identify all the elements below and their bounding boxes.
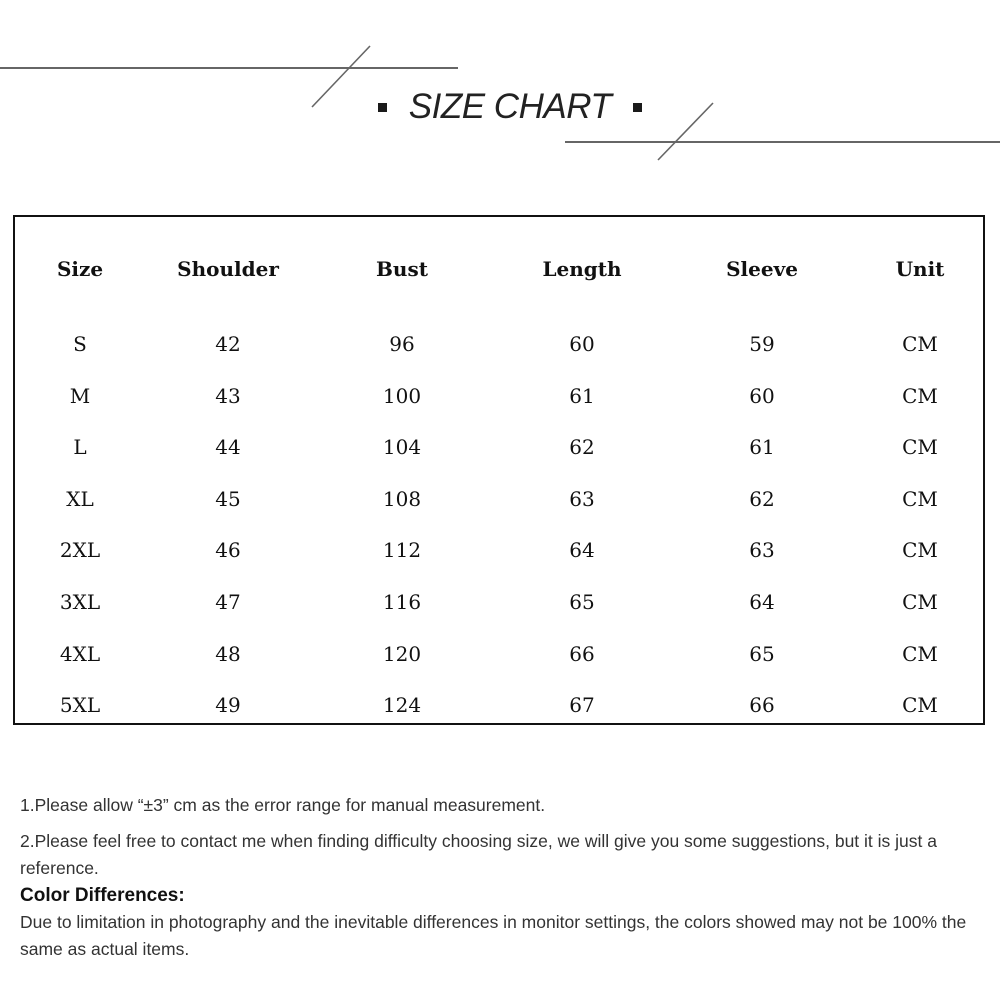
table-cell: CM [902, 486, 938, 511]
table-cell: CM [902, 641, 938, 666]
title-bullet-right [633, 103, 642, 112]
header-unit: Unit [895, 257, 945, 281]
notes-section [20, 792, 985, 963]
table-cell: CM [902, 383, 938, 408]
color-differences-text: Due to limitation in photography and the inevitable differences in monitor settings, the colors showed may not be 100% the same as actual items. [20, 912, 967, 959]
table-cell: 62 [749, 486, 775, 511]
table-cell: M [69, 383, 91, 408]
table-cell: 5XL [59, 693, 101, 718]
table-cell: 48 [215, 641, 241, 666]
table-cell: CM [902, 435, 938, 460]
table-cell: 63 [749, 538, 775, 563]
table-cell: 42 [215, 332, 241, 356]
table-cell: 59 [749, 332, 775, 356]
table-cell: 64 [569, 538, 595, 563]
title-bullet-left [378, 103, 387, 112]
table-cell: 96 [389, 332, 415, 356]
table-cell: 63 [569, 486, 595, 511]
color-differences-heading: Color Differences: [20, 885, 185, 906]
header-size: Size [56, 257, 104, 281]
table-cell: XL [66, 486, 94, 511]
table-cell: 120 [382, 641, 422, 666]
header-shoulder: Shoulder [177, 257, 279, 281]
table-cell: 65 [749, 641, 775, 666]
table-cell: 47 [215, 590, 241, 614]
table-cell: 100 [382, 383, 422, 408]
table-cell: 66 [749, 693, 775, 718]
table-cell: 61 [569, 383, 595, 408]
table-cell: 2XL [59, 538, 101, 563]
page-title: SIZE CHART [408, 87, 612, 126]
header-length: Length [542, 257, 622, 281]
table-cell: 112 [382, 538, 422, 563]
table-cell: 66 [569, 641, 595, 666]
table-cell: 65 [569, 590, 595, 614]
table-cell: 43 [215, 383, 241, 408]
table-cell: L [73, 435, 87, 460]
table-cell: 60 [749, 383, 775, 408]
note-contact: 2.Please feel free to contact me when finding difficulty choosing size, we will give you some suggestions, but it is just a reference. [20, 831, 937, 878]
table-cell: 61 [749, 435, 775, 460]
table-cell: 60 [569, 332, 595, 356]
table-cell: 49 [215, 693, 241, 718]
table-cell: CM [902, 538, 938, 563]
table-cell: 116 [382, 590, 422, 614]
top-right-slash [658, 103, 713, 160]
header-sleeve: Sleeve [726, 257, 798, 281]
table-cell: CM [902, 332, 938, 356]
table-cell: 3XL [59, 590, 101, 614]
table-cell: 46 [215, 538, 241, 563]
table-cell: S [73, 332, 87, 356]
table-cell: 45 [215, 486, 241, 511]
table-cell: 104 [382, 435, 422, 460]
table-cell: 64 [749, 590, 775, 614]
size-chart-table [13, 215, 985, 725]
table-cell: CM [902, 590, 938, 614]
table-cell: 108 [382, 486, 422, 511]
table-cell: 4XL [59, 641, 101, 666]
title-block [360, 82, 660, 132]
header-bust: Bust [376, 257, 428, 281]
table-cell: 124 [382, 693, 422, 718]
table-cell: 44 [215, 435, 241, 460]
table-cell: 62 [569, 435, 595, 460]
note-error-range: 1.Please allow “±3” cm as the error range for manual measurement. [20, 795, 546, 815]
table-cell: 67 [569, 693, 595, 718]
table-cell: CM [902, 693, 938, 718]
